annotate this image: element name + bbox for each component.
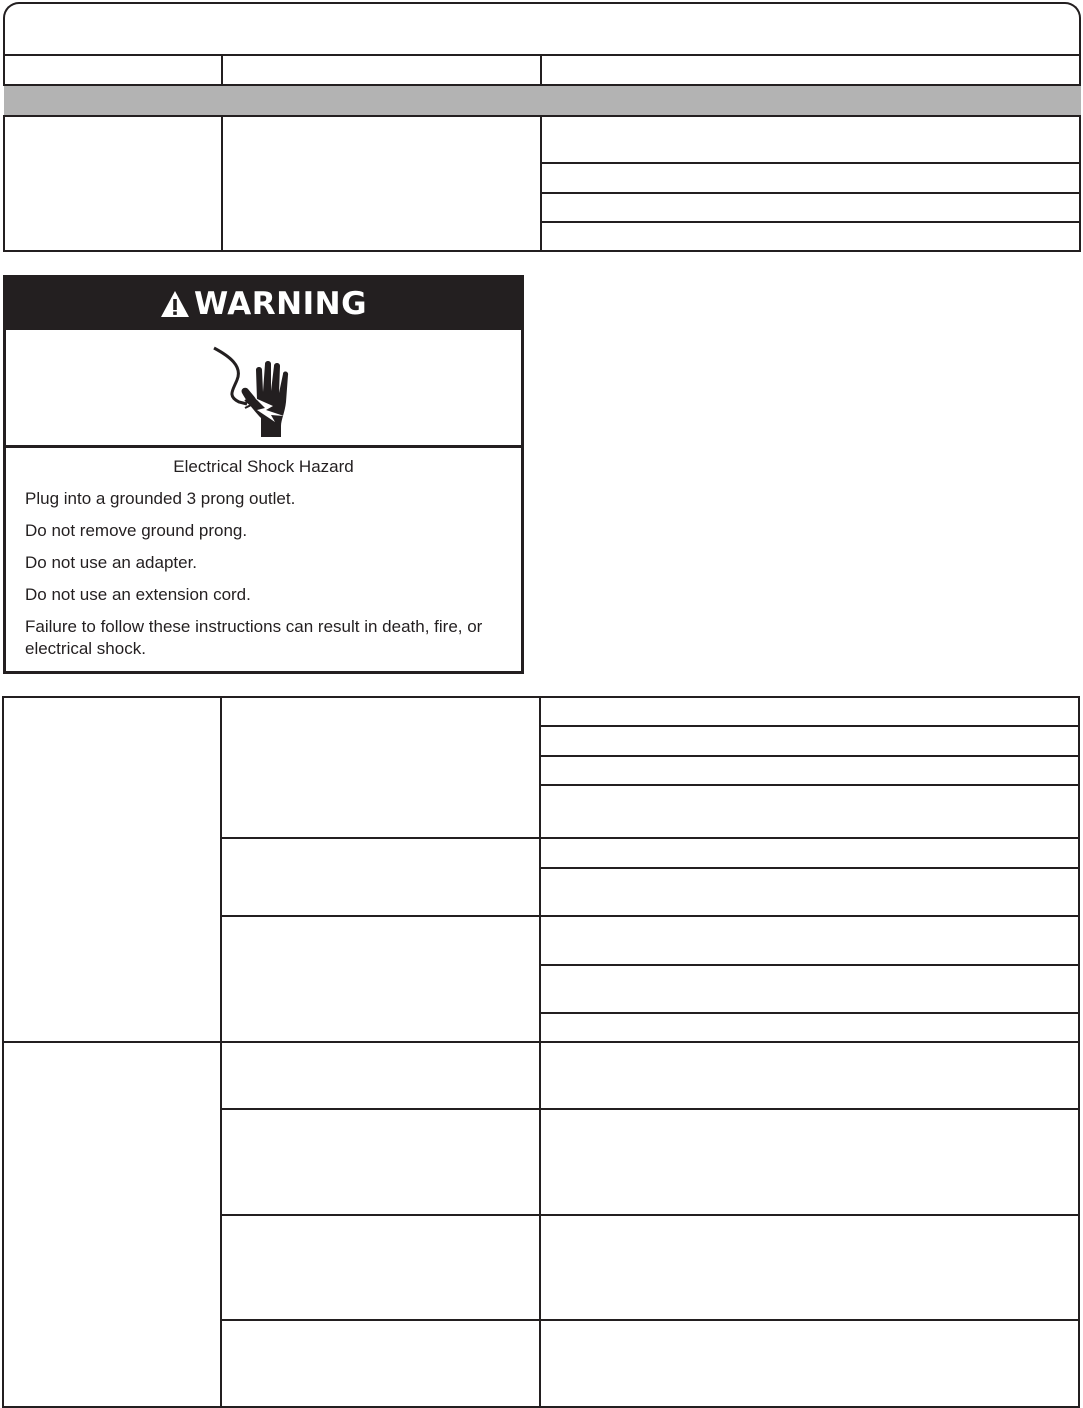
page-header-tab <box>3 2 1081 56</box>
table-rule <box>3 54 5 86</box>
table-rule <box>220 1319 1080 1321</box>
table-rule <box>2 696 4 1408</box>
table-rule <box>220 915 1080 917</box>
instruction-line: Do not use an adapter. <box>25 553 198 572</box>
table-rule <box>3 250 1081 252</box>
table-rule <box>540 162 1081 164</box>
table-rule <box>1078 696 1080 1408</box>
table-rule <box>1079 115 1081 252</box>
warning-box <box>3 275 524 674</box>
table-rule <box>3 54 1081 56</box>
table-rule <box>220 837 1080 839</box>
table-rule <box>539 696 541 1408</box>
table-rule <box>540 54 542 86</box>
table-rule <box>540 221 1081 223</box>
instruction-line: Do not remove ground prong. <box>25 521 248 540</box>
alert-triangle-icon <box>160 290 190 318</box>
instruction-line: Plug into a grounded 3 prong outlet. <box>25 489 296 508</box>
warning-title: WARNING <box>193 285 368 322</box>
table-rule <box>2 1041 1080 1043</box>
instruction-line: Failure to follow these instructions can result in death, fire, or electrical shock. <box>25 617 483 658</box>
table-rule <box>540 115 542 252</box>
table-rule <box>3 115 1081 117</box>
table-rule <box>539 755 1080 757</box>
table-rule <box>539 1012 1080 1014</box>
warning-divider <box>6 445 521 448</box>
table-rule <box>1079 54 1081 86</box>
table-rule <box>539 867 1080 869</box>
table-rule <box>221 115 223 252</box>
table-rule <box>539 964 1080 966</box>
table-rule <box>220 1214 1080 1216</box>
table-rule <box>3 115 5 252</box>
table-rule <box>220 1108 1080 1110</box>
hazard-title: Electrical Shock Hazard <box>173 457 354 476</box>
table-rule <box>539 784 1080 786</box>
warning-header <box>6 278 521 330</box>
table-rule <box>540 192 1081 194</box>
table-rule <box>2 696 1080 698</box>
section-band <box>4 86 1081 116</box>
table-rule <box>221 54 223 86</box>
electrical-shock-hand-icon <box>211 336 311 438</box>
table-rule <box>539 725 1080 727</box>
table-rule <box>220 696 222 1408</box>
instruction-line: Do not use an extension cord. <box>25 585 251 604</box>
